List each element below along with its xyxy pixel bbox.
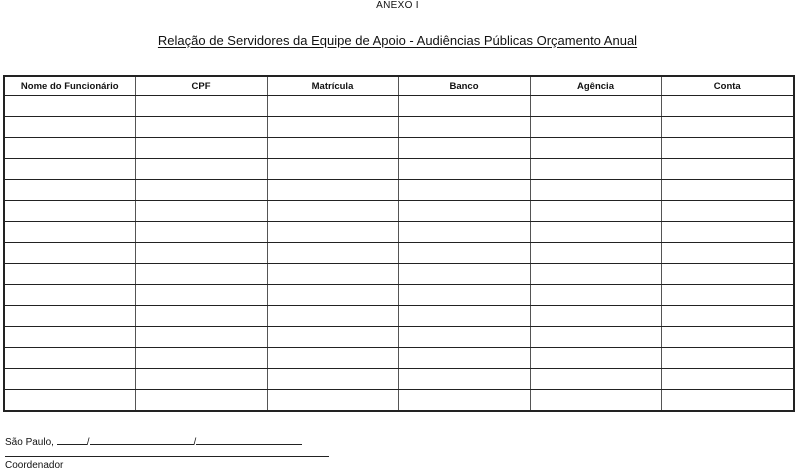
table-cell[interactable] [135, 243, 267, 264]
table-cell[interactable] [267, 96, 398, 117]
table-cell[interactable] [4, 159, 135, 180]
table-cell[interactable] [135, 369, 267, 390]
table-cell[interactable] [135, 117, 267, 138]
table-cell[interactable] [661, 180, 794, 201]
table-cell[interactable] [530, 180, 661, 201]
table-cell[interactable] [135, 159, 267, 180]
table-cell[interactable] [398, 96, 530, 117]
table-cell[interactable] [135, 327, 267, 348]
table-body [4, 96, 794, 412]
table-row [4, 243, 794, 264]
table-cell[interactable] [661, 264, 794, 285]
table-cell[interactable] [135, 306, 267, 327]
table-cell[interactable] [135, 222, 267, 243]
table-cell[interactable] [530, 96, 661, 117]
table-cell[interactable] [530, 222, 661, 243]
column-header: Banco [398, 76, 530, 96]
table-cell[interactable] [530, 138, 661, 159]
column-header: Matrícula [267, 76, 398, 96]
table-cell[interactable] [398, 327, 530, 348]
table-cell[interactable] [530, 264, 661, 285]
table-cell[interactable] [661, 243, 794, 264]
column-header: Agência [530, 76, 661, 96]
table-cell[interactable] [267, 243, 398, 264]
table-cell[interactable] [661, 348, 794, 369]
date-line [5, 434, 302, 448]
table-row [4, 201, 794, 222]
table-cell[interactable] [267, 201, 398, 222]
table-cell[interactable] [398, 243, 530, 264]
table-cell[interactable] [4, 180, 135, 201]
table-cell[interactable] [661, 138, 794, 159]
table-cell[interactable] [135, 390, 267, 412]
table-row [4, 285, 794, 306]
table-row [4, 306, 794, 327]
table-row [4, 138, 794, 159]
table-cell[interactable] [530, 348, 661, 369]
table-cell[interactable] [4, 306, 135, 327]
table-row [4, 96, 794, 117]
table-cell[interactable] [267, 348, 398, 369]
table-cell[interactable] [530, 243, 661, 264]
table-cell[interactable] [4, 327, 135, 348]
table-cell[interactable] [4, 390, 135, 412]
table-cell[interactable] [530, 327, 661, 348]
table-row [4, 348, 794, 369]
table-row [4, 264, 794, 285]
table-row [4, 369, 794, 390]
table-cell[interactable] [398, 306, 530, 327]
date-separator-1: / [86, 437, 90, 448]
table-cell[interactable] [267, 390, 398, 412]
table-cell[interactable] [267, 306, 398, 327]
table-cell[interactable] [398, 138, 530, 159]
table-cell[interactable] [398, 285, 530, 306]
signature-line[interactable] [5, 456, 329, 457]
table-cell[interactable] [267, 327, 398, 348]
table-row [4, 159, 794, 180]
table-cell[interactable] [398, 222, 530, 243]
table-cell[interactable] [661, 117, 794, 138]
table-cell[interactable] [4, 285, 135, 306]
table-cell[interactable] [4, 264, 135, 285]
table-cell[interactable] [661, 159, 794, 180]
table-cell[interactable] [530, 390, 661, 412]
column-header: CPF [135, 76, 267, 96]
table-cell[interactable] [661, 390, 794, 412]
table-cell[interactable] [530, 117, 661, 138]
year-blank[interactable] [196, 434, 302, 445]
table-cell[interactable] [135, 264, 267, 285]
table-cell[interactable] [267, 117, 398, 138]
table-cell[interactable] [4, 138, 135, 159]
table-row [4, 327, 794, 348]
table-cell[interactable] [135, 348, 267, 369]
table-cell[interactable] [135, 138, 267, 159]
table-header-row [4, 76, 794, 96]
table-cell[interactable] [661, 285, 794, 306]
table-cell[interactable] [4, 348, 135, 369]
table-cell[interactable] [661, 306, 794, 327]
column-header: Conta [661, 76, 794, 96]
table-cell[interactable] [530, 285, 661, 306]
day-blank[interactable] [57, 434, 87, 445]
table-cell[interactable] [267, 159, 398, 180]
table-cell[interactable] [135, 201, 267, 222]
table-cell[interactable] [398, 159, 530, 180]
table-cell[interactable] [530, 369, 661, 390]
table-cell[interactable] [267, 369, 398, 390]
table-cell[interactable] [661, 201, 794, 222]
table-cell[interactable] [4, 243, 135, 264]
table-cell[interactable] [398, 201, 530, 222]
table-cell[interactable] [135, 96, 267, 117]
table-row [4, 222, 794, 243]
staff-table [3, 75, 795, 412]
table-cell[interactable] [398, 369, 530, 390]
table-cell[interactable] [267, 285, 398, 306]
table-cell[interactable] [398, 348, 530, 369]
table-row [4, 180, 794, 201]
city-label: São Paulo, [5, 437, 54, 448]
column-header: Nome do Funcionário [4, 76, 135, 96]
table-cell[interactable] [267, 264, 398, 285]
table-cell[interactable] [4, 117, 135, 138]
table-cell[interactable] [4, 222, 135, 243]
table-cell[interactable] [661, 222, 794, 243]
table-cell[interactable] [267, 222, 398, 243]
table-cell[interactable] [398, 117, 530, 138]
table-row [4, 390, 794, 412]
document-title [0, 33, 795, 48]
document-title-text: Relação de Servidores da Equipe de Apoio - Audiências Públicas Orçamento Anual [157, 33, 638, 48]
table-cell[interactable] [135, 285, 267, 306]
table-cell[interactable] [661, 327, 794, 348]
table-cell[interactable] [267, 180, 398, 201]
table-cell[interactable] [398, 390, 530, 412]
table-cell[interactable] [398, 180, 530, 201]
table-cell[interactable] [4, 201, 135, 222]
table-cell[interactable] [4, 96, 135, 117]
table-cell[interactable] [530, 306, 661, 327]
table-cell[interactable] [530, 159, 661, 180]
table-row [4, 117, 794, 138]
annex-label: ANEXO I [376, 0, 419, 11]
table-cell[interactable] [398, 264, 530, 285]
table-cell[interactable] [267, 138, 398, 159]
table-cell[interactable] [4, 369, 135, 390]
table-cell[interactable] [135, 180, 267, 201]
table-cell[interactable] [661, 369, 794, 390]
date-separator-2: / [193, 437, 197, 448]
signer-role: Coordenador [5, 460, 64, 471]
table-cell[interactable] [661, 96, 794, 117]
table-cell[interactable] [530, 201, 661, 222]
month-blank[interactable] [90, 434, 194, 445]
